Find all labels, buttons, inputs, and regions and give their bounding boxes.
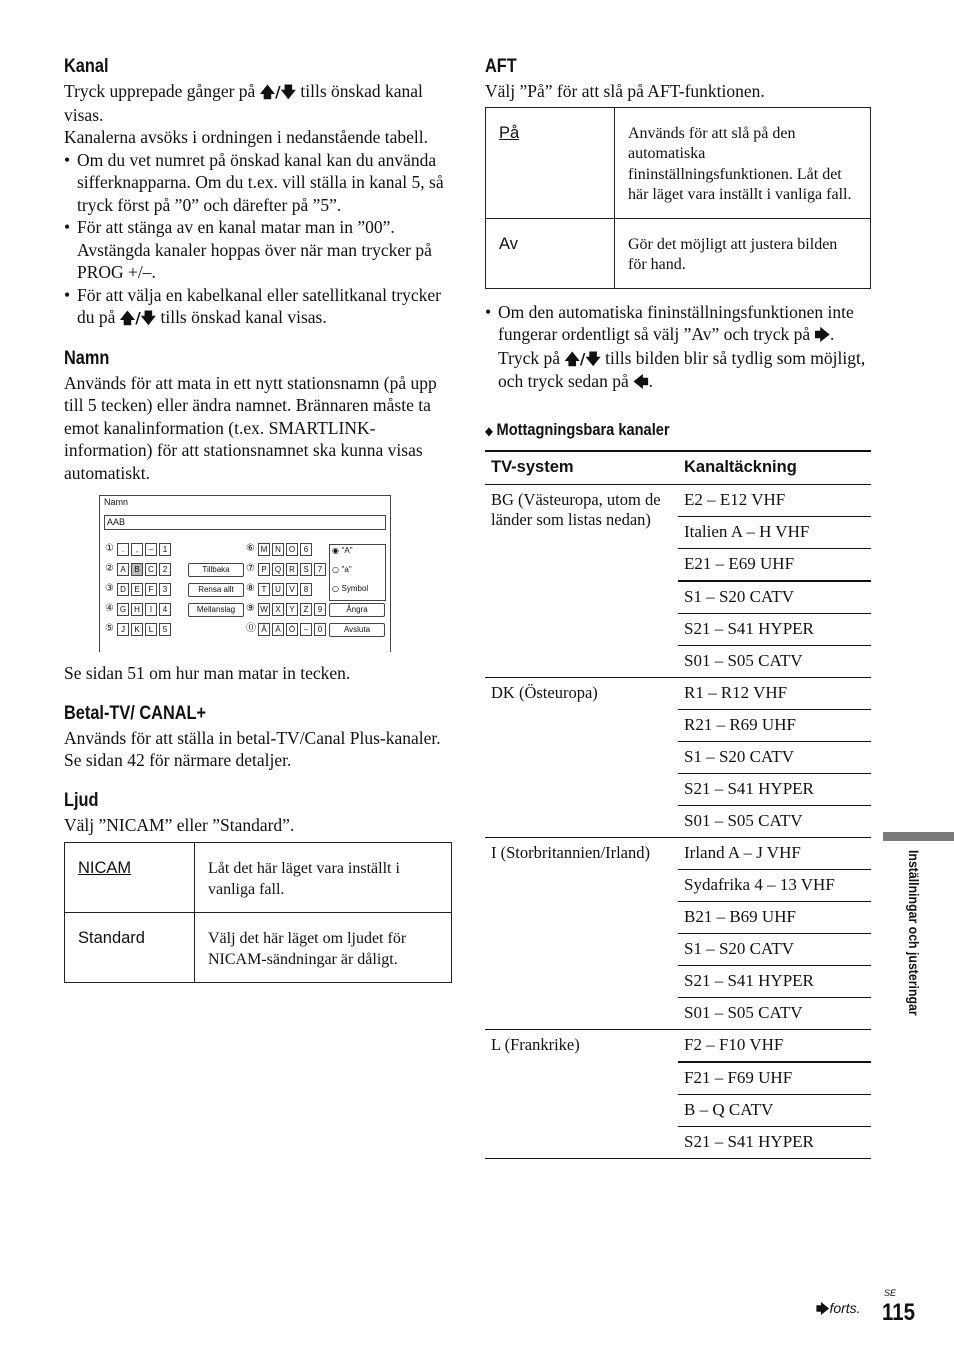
up-down-arrow-icon: 🡅/🡇 xyxy=(259,83,297,101)
right-column xyxy=(485,56,871,1159)
table-row xyxy=(65,843,452,913)
key-button[interactable]: C xyxy=(145,563,157,576)
key-button[interactable]: Q xyxy=(272,563,284,576)
list-item: • Om du vet numret på önskad kanal kan du använda sifferknapparna. Om du t.ex. vill ställa in kanal 5, så tryck först på ”0” och därefter på ”5”. xyxy=(64,149,452,217)
key-button[interactable]: Ä xyxy=(272,623,284,636)
aft-heading: AFT xyxy=(485,56,517,77)
channel-table-body xyxy=(485,484,871,1158)
key-button[interactable]: H xyxy=(131,603,143,616)
key-row-number: ⑨ xyxy=(246,603,255,614)
list-item: • För att stänga av en kanal matar man in ”00”. Avstängda kanaler hoppas över när man trycker på PROG +/–. xyxy=(64,216,452,284)
name-input-value: AAB xyxy=(107,517,126,527)
kanal-bullets xyxy=(64,149,452,330)
key-row-number: ② xyxy=(105,563,114,574)
key-button[interactable]: 6 xyxy=(300,543,312,556)
channel-cell: Italien A – H VHF xyxy=(678,516,871,548)
key-button[interactable]: V xyxy=(286,583,298,596)
key-row-number: ① xyxy=(105,543,114,554)
ljud-option-desc: Låt det här läget vara inställt i vanliga fall. xyxy=(195,843,452,913)
case-option-label: "a" xyxy=(341,565,352,574)
function-button[interactable]: Rensa allt xyxy=(188,583,244,597)
ljud-option-desc: Välj det här läget om ljudet för NICAM-sändningar är dåligt. xyxy=(195,913,452,983)
aft-section xyxy=(485,56,871,394)
key-button[interactable]: Y xyxy=(286,603,298,616)
aft-bullets xyxy=(485,301,871,394)
channel-cell: S1 – S20 CATV xyxy=(678,741,871,773)
channel-cell: S21 – S41 HYPER xyxy=(678,613,871,645)
ljud-heading: Ljud xyxy=(64,789,99,811)
table-row xyxy=(485,837,871,869)
key-button[interactable]: 7 xyxy=(314,563,326,576)
list-item: • För att välja en kabelkanal eller satellitkanal trycker du på 🡅/🡇 tills önskad kanal visas. xyxy=(64,284,452,330)
name-entry-screen xyxy=(99,495,391,652)
key-row-number: ④ xyxy=(105,603,114,614)
left-column xyxy=(64,56,452,983)
case-option[interactable] xyxy=(332,583,368,594)
diamond-icon: ◆ xyxy=(485,423,497,438)
key-button[interactable]: K xyxy=(131,623,143,636)
channel-cell: B21 – B69 UHF xyxy=(678,901,871,933)
action-button[interactable]: Ångra xyxy=(329,603,385,617)
key-button[interactable]: 5 xyxy=(159,623,171,636)
right-arrow-icon: 🡆 xyxy=(814,326,830,344)
aft-option-key: Av xyxy=(486,218,615,288)
table-header-row xyxy=(485,451,871,485)
channel-cell: R1 – R12 VHF xyxy=(678,677,871,709)
key-button[interactable]: G xyxy=(117,603,129,616)
table-row xyxy=(485,677,871,709)
key-row-number: ⑤ xyxy=(105,623,114,634)
channel-cell: S01 – S05 CATV xyxy=(678,805,871,837)
ljud-table xyxy=(64,842,452,983)
key-button[interactable]: O xyxy=(286,543,298,556)
col-tv-system: TV-system xyxy=(485,451,678,485)
key-button[interactable]: Z xyxy=(300,603,312,616)
key-button[interactable]: 3 xyxy=(159,583,171,596)
channel-cell: Sydafrika 4 – 13 VHF xyxy=(678,869,871,901)
channel-cell: B – Q CATV xyxy=(678,1094,871,1126)
key-button[interactable]: 0 xyxy=(314,623,326,636)
key-button[interactable]: B xyxy=(131,563,143,576)
channel-cell: R21 – R69 UHF xyxy=(678,709,871,741)
key-button[interactable]: Ö xyxy=(286,623,298,636)
namn-text: Används för att mata in ett nytt stationsnamn (på upp till 5 tecken) eller ändra namnet. Brännaren måste ta emot kanalinformation (t.ex. SMARTLINK-information) för att stationsnamnet ska kunna visas automatiskt. xyxy=(64,372,437,483)
table-row xyxy=(65,913,452,983)
channel-cell: S01 – S05 CATV xyxy=(678,645,871,677)
key-button[interactable]: R xyxy=(286,563,298,576)
aft-text: Välj ”På” för att slå på AFT-funktionen. xyxy=(485,81,765,101)
tv-system-cell: DK (Östeuropa) xyxy=(485,677,678,837)
key-button[interactable]: N xyxy=(272,543,284,556)
channel-cell: S01 – S05 CATV xyxy=(678,997,871,1029)
continued-label: 🡆forts. xyxy=(816,1300,861,1317)
betal-text: Används för att ställa in betal-TV/Canal Plus-kanaler. xyxy=(64,727,441,748)
namn-heading: Namn xyxy=(64,347,110,369)
betal-section xyxy=(64,703,452,772)
key-button[interactable]: W xyxy=(258,603,270,616)
screen-title: Namn xyxy=(104,497,129,507)
tv-system-cell: BG (Västeuropa, utom de länder som listas nedan) xyxy=(485,484,678,677)
page-number: 115 xyxy=(882,1299,915,1326)
ljud-text: Välj ”NICAM” eller ”Standard”. xyxy=(64,814,295,835)
key-button[interactable]: 4 xyxy=(159,603,171,616)
key-button[interactable]: – xyxy=(145,543,157,556)
key-button[interactable]: 8 xyxy=(300,583,312,596)
key-button[interactable]: . xyxy=(117,543,129,556)
channel-cell: E21 – E69 UHF xyxy=(678,548,871,581)
radio-selected-icon: ◉ xyxy=(332,546,342,555)
aft-option-desc: Används för att slå på den automatiska fininställningsfunktionen. Låt det här läget vara inställt i vanliga fall. xyxy=(615,107,871,218)
key-button[interactable]: Å xyxy=(258,623,270,636)
betal-heading: Betal-TV/ CANAL+ xyxy=(64,702,207,724)
right-arrow-icon: 🡆 xyxy=(816,1302,830,1317)
function-button[interactable]: Mellanslag xyxy=(188,603,244,617)
key-row-number: ⑥ xyxy=(246,543,255,554)
section-tab-label: Inställningar och justeringar xyxy=(906,850,922,1016)
key-button[interactable]: 9 xyxy=(314,603,326,616)
section-tab-bar xyxy=(883,832,954,841)
channel-cell: S1 – S20 CATV xyxy=(678,581,871,614)
channel-cell: S21 – S41 HYPER xyxy=(678,773,871,805)
table-row xyxy=(485,1029,871,1062)
namn-reference: Se sidan 51 om hur man matar in tecken. xyxy=(64,663,351,683)
namn-section xyxy=(64,348,452,685)
table-row xyxy=(486,218,871,288)
aft-table xyxy=(485,107,871,289)
key-button[interactable]: X xyxy=(272,603,284,616)
table-row xyxy=(486,107,871,218)
key-button[interactable]: E xyxy=(131,583,143,596)
key-button[interactable]: T xyxy=(258,583,270,596)
key-button[interactable]: M xyxy=(258,543,270,556)
case-option-label: Symbol xyxy=(341,584,369,593)
key-row-number: ⓪ xyxy=(246,623,256,634)
betal-reference: Se sidan 42 för närmare detaljer. xyxy=(64,750,292,770)
mottag-heading: ◆ Mottagningsbara kanaler xyxy=(485,419,670,439)
kanal-section xyxy=(64,56,452,330)
channel-cell: F21 – F69 UHF xyxy=(678,1062,871,1095)
key-button[interactable]: J xyxy=(117,623,129,636)
channel-cell: F2 – F10 VHF xyxy=(678,1029,871,1062)
channel-cell: Irland A – J VHF xyxy=(678,837,871,869)
key-button[interactable]: I xyxy=(145,603,157,616)
kanal-heading: Kanal xyxy=(64,56,109,77)
key-button[interactable]: S xyxy=(300,563,312,576)
channel-cell: E2 – E12 VHF xyxy=(678,484,871,516)
key-button[interactable]: 1 xyxy=(159,543,171,556)
language-code: SE xyxy=(884,1288,897,1298)
key-button[interactable]: 2 xyxy=(159,563,171,576)
ljud-section xyxy=(64,790,452,984)
col-kanaltackning: Kanaltäckning xyxy=(678,451,871,485)
aft-option-desc: Gör det möjligt att justera bilden för hand. xyxy=(615,218,871,288)
channel-cell: S21 – S41 HYPER xyxy=(678,1126,871,1158)
case-option[interactable] xyxy=(332,545,353,556)
key-button[interactable]: F xyxy=(145,583,157,596)
channel-cell: S1 – S20 CATV xyxy=(678,933,871,965)
key-button[interactable]: A xyxy=(117,563,129,576)
radio-icon: ○ xyxy=(332,584,342,593)
channel-cell: S21 – S41 HYPER xyxy=(678,965,871,997)
function-button[interactable]: Tillbaka xyxy=(188,563,244,577)
radio-icon: ○ xyxy=(332,565,342,574)
channel-table xyxy=(485,450,871,1159)
key-row-number: ⑧ xyxy=(246,583,255,594)
up-down-arrow-icon: 🡅/🡇 xyxy=(564,349,601,368)
tv-system-cell: L (Frankrike) xyxy=(485,1029,678,1158)
aft-option-key: På xyxy=(486,107,615,218)
key-button[interactable]: P xyxy=(258,563,270,576)
action-button[interactable]: Avsluta xyxy=(329,623,385,637)
left-arrow-icon: 🡄 xyxy=(633,373,649,391)
key-row-number: ⑦ xyxy=(246,563,255,574)
key-button[interactable]: L xyxy=(145,623,157,636)
key-button[interactable]: – xyxy=(300,623,312,636)
tv-system-cell: I (Storbritannien/Irland) xyxy=(485,837,678,1029)
key-button[interactable]: D xyxy=(117,583,129,596)
name-input[interactable] xyxy=(104,515,386,530)
table-row xyxy=(485,484,871,516)
key-button[interactable]: , xyxy=(131,543,143,556)
up-down-arrow-icon: 🡅/🡇 xyxy=(119,309,157,327)
ljud-option-key: NICAM xyxy=(65,843,195,913)
case-option-label: "A" xyxy=(341,546,353,555)
mottag-section xyxy=(485,420,871,1159)
kanal-intro: Tryck upprepade gånger på 🡅/🡇 tills önskad kanal visas. xyxy=(64,81,423,125)
key-button[interactable]: U xyxy=(272,583,284,596)
list-item: • Om den automatiska fininställningsfunktionen inte fungerar ordentligt så välj ”Av” och tryck på 🡆. Tryck på 🡅/🡇 tills bilden blir så tydlig som möjligt, och tryck sedan på 🡄. xyxy=(485,301,871,394)
kanal-order: Kanalerna avsöks i ordningen i nedanstående tabell. xyxy=(64,127,428,147)
key-row-number: ③ xyxy=(105,583,114,594)
case-option[interactable] xyxy=(332,564,352,575)
ljud-option-key: Standard xyxy=(65,913,195,983)
